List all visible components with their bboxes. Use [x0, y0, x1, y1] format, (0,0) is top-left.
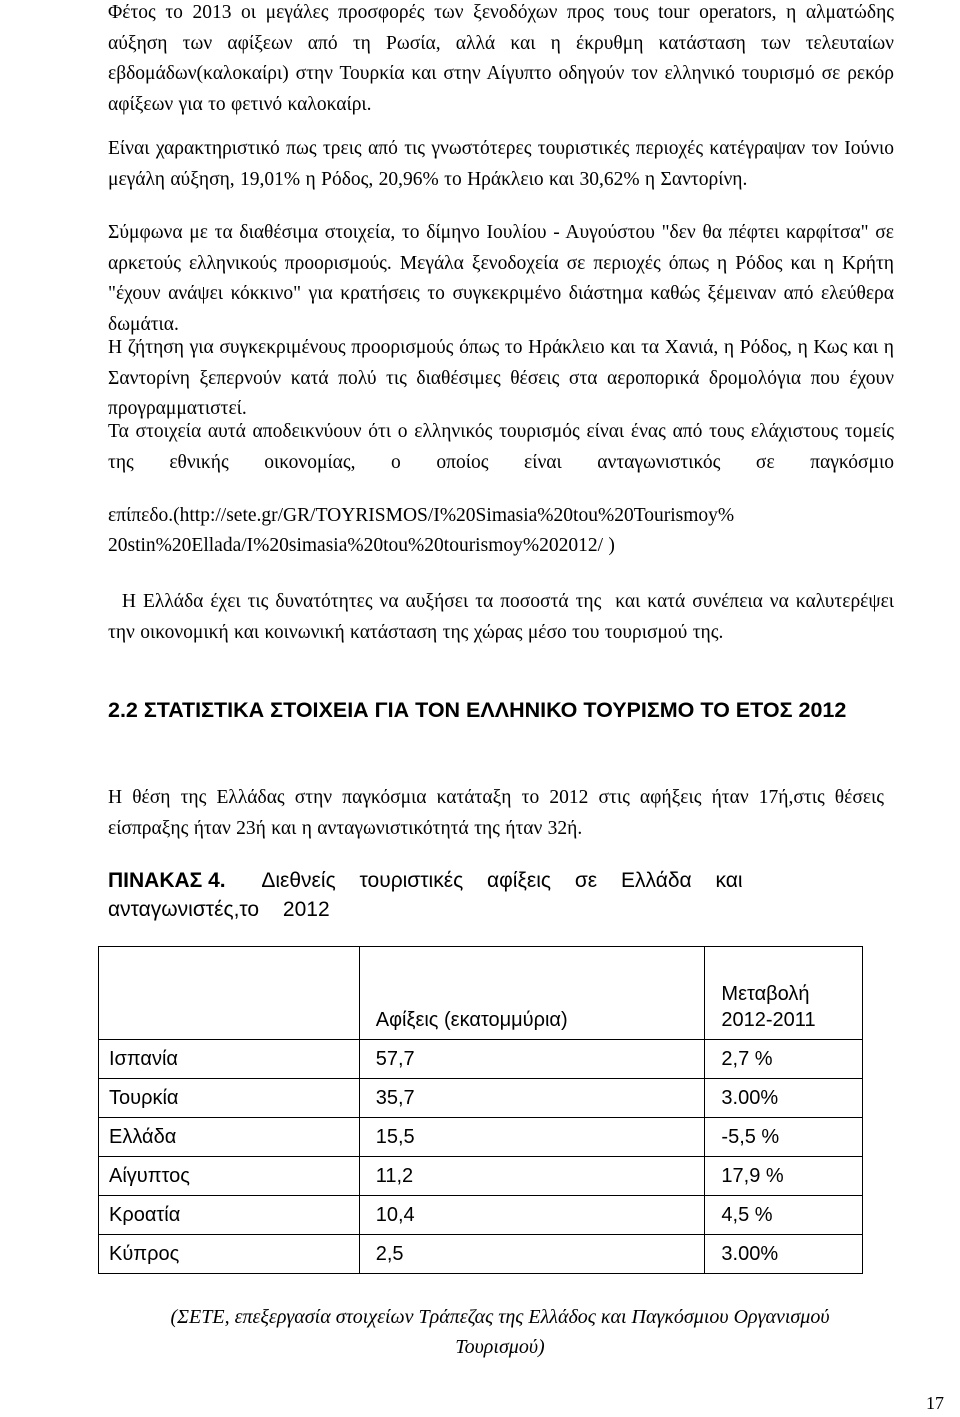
arrivals-cell: 35,7	[359, 1079, 705, 1118]
table-source-note: (ΣΕΤΕ, επεξεργασία στοιχείων Τράπεζας της Ελλάδος και Παγκόσμιου Οργανισμού Τουρισμού)	[170, 1306, 830, 1358]
table-caption-text: Διεθνείς τουριστικές αφίξεις σε Ελλάδα και ανταγωνιστές,το 2012	[108, 869, 743, 921]
table-row	[99, 1079, 863, 1118]
url-line-1: επίπεδο.(http://sete.gr/GR/TOYRISMOS/I%20Simasia%20tou%20Tourismoy%	[108, 505, 735, 526]
country-cell: Κροατία	[99, 1196, 360, 1235]
arrivals-cell: 15,5	[359, 1118, 705, 1157]
table-row	[99, 1040, 863, 1079]
change-cell: 4,5 %	[705, 1196, 863, 1235]
arrivals-cell: 57,7	[359, 1040, 705, 1079]
paragraph-1: Φέτος το 2013 οι μεγάλες προσφορές των ξενοδόχων προς τους tour operators, η αλματώδης αύξηση των αφίξεων από τη Ρωσία, αλλά και η έκρυθμη κατάσταση των τελευταίων εβδομάδων(καλοκαίρι) στην Τουρκία και στην Αίγυπτο οδηγούν τον ελληνικό τουρισμό σε ρεκόρ αφίξεων για το φετινό καλοκαίρι.	[108, 2, 894, 115]
page-number: 17	[926, 1393, 944, 1413]
table-row	[99, 1235, 863, 1274]
table-row	[99, 1118, 863, 1157]
section-heading: 2.2 ΣΤΑΤΙΣΤΙΚΑ ΣΤΟΙΧΕΙΑ ΓΙΑ ΤΟΝ ΕΛΛΗΝΙΚΟ ΤΟΥΡΙΣΜΟ ΤΟ ΕΤΟΣ 2012	[108, 698, 847, 722]
arrivals-cell: 11,2	[359, 1157, 705, 1196]
change-cell: 2,7 %	[705, 1040, 863, 1079]
header-cell: Αφίξεις (εκατομμύρια)	[359, 947, 705, 1040]
country-cell: Ισπανία	[99, 1040, 360, 1079]
paragraph-2: Είναι χαρακτηριστικό πως τρεις από τις γνωστότερες τουριστικές περιοχές κατέγραψαν τον Ιούνιο μεγάλη αύξηση, 19,01% η Ρόδος, 20,96% το Ηράκλειο και 30,62% η Σαντορίνη.	[108, 138, 894, 190]
header-cell	[99, 947, 360, 1040]
table-row	[99, 1157, 863, 1196]
country-cell: Κύπρος	[99, 1235, 360, 1274]
country-cell: Ελλάδα	[99, 1118, 360, 1157]
paragraph-6: Η Ελλάδα έχει τις δυνατότητες να αυξήσει τα ποσοστά της και κατά συνέπεια να καλυτερέψει την οικονομική και κοινωνική κατάσταση της χώρας μέσο του τουρισμού της.	[108, 591, 900, 643]
country-cell: Αίγυπτος	[99, 1157, 360, 1196]
section-text: Η θέση της Ελλάδας στην παγκόσμια κατάταξη το 2012 στις αφήξεις ήταν 17ή,στις θέσεις είσπραξης ήταν 23ή και η ανταγωνιστικότητά της ήταν 32ή.	[108, 787, 884, 839]
change-cell: 3.00%	[705, 1235, 863, 1274]
header-cell: Μεταβολή 2012-2011	[705, 947, 863, 1040]
arrivals-table	[98, 946, 863, 1274]
change-cell: 17,9 %	[705, 1157, 863, 1196]
change-cell: 3.00%	[705, 1079, 863, 1118]
table-caption-label: ΠΙΝΑΚΑΣ 4.	[108, 869, 226, 892]
change-cell: -5,5 %	[705, 1118, 863, 1157]
arrivals-cell: 2,5	[359, 1235, 705, 1274]
table-row	[99, 1196, 863, 1235]
arrivals-cell: 10,4	[359, 1196, 705, 1235]
table-caption	[108, 866, 894, 924]
paragraph-4: Η ζήτηση για συγκεκριμένους προορισμούς όπως το Ηράκλειο και τα Χανιά, η Ρόδος, η Κως και η Σαντορίνη ξεπερνούν κατά πολύ τις διαθέσιμες θέσεις στα αεροπορικά δρομολόγια που έχουν προγραμματιστεί.	[108, 337, 894, 420]
url-line-2: 20stin%20Ellada/I%20simasia%20tou%20tourismoy%202012/ )	[108, 535, 615, 556]
country-cell: Τουρκία	[99, 1079, 360, 1118]
paragraph-5: Τα στοιχεία αυτά αποδεικνύουν ότι ο ελληνικός τουρισμός είναι ένας από τους ελάχιστους τομείς της εθνικής οικονομίας, ο οποίος είναι ανταγωνιστικός σε παγκόσμιο	[108, 421, 894, 473]
paragraph-3: Σύμφωνα με τα διαθέσιμα στοιχεία, το δίμηνο Ιουλίου - Αυγούστου "δεν θα πέφτει καρφίτσα" σε αρκετούς ελληνικούς προορισμούς. Μεγάλα ξενοδοχεία σε περιοχές όπως η Ρόδος και η Κρήτη "έχουν ανάψει κόκκινο" για κρατήσεις το συγκεκριμένο διάστημα καθώς ξέμειναν από ελεύθερα δωμάτια.	[108, 222, 894, 335]
table-header-row	[99, 947, 863, 1040]
